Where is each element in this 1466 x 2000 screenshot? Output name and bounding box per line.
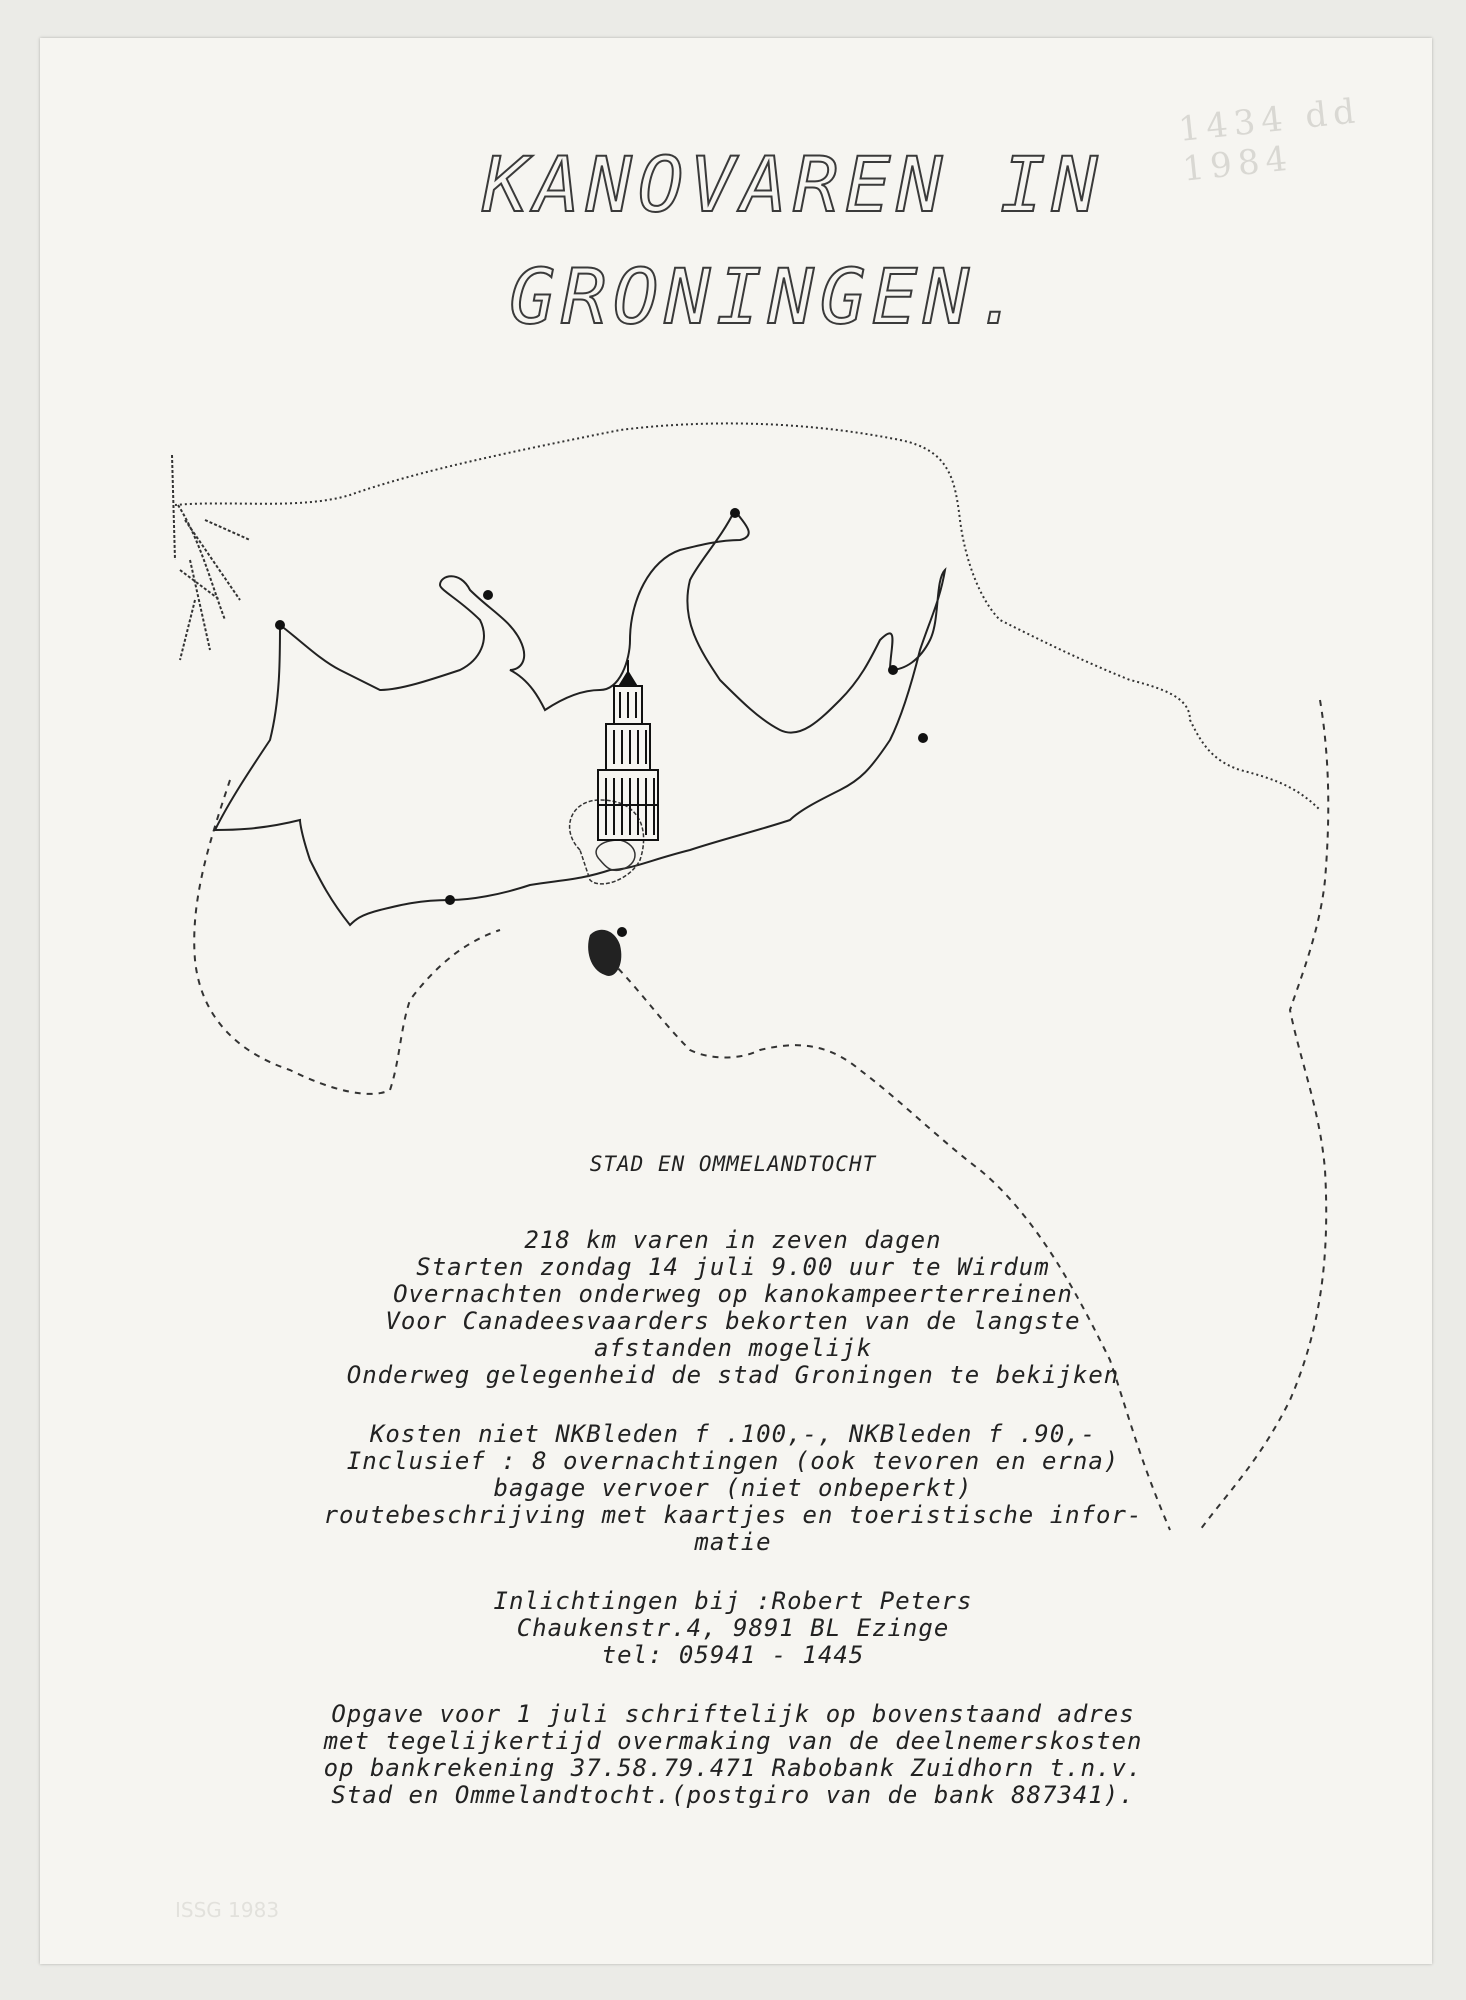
route-stop-marker-icon [445, 895, 455, 905]
trip-line: afstanden mogelijk [593, 1334, 873, 1362]
contact-line: Inlichtingen bij :Robert Peters [493, 1587, 973, 1615]
city-ring [596, 840, 635, 870]
contact-line: tel: 05941 - 1445 [601, 1641, 865, 1669]
trip-line: Voor Canadeesvaarders bekorten van de langste [385, 1307, 1081, 1335]
route-stop-marker-icon [918, 733, 928, 743]
route-stop-marker-icon [275, 620, 285, 630]
route-stop-marker-icon [483, 590, 493, 600]
subheading: STAD EN OMMELANDTOCHT [589, 1152, 877, 1176]
cost-line: Inclusief : 8 overnachtingen (ook tevoren en erna) [346, 1447, 1120, 1475]
cost-line: Kosten niet NKBleden f .100,-, NKBleden f .90,- [369, 1420, 1097, 1448]
trip-line: Overnachten onderweg op kanokampeerterreinen [393, 1280, 1073, 1308]
martini-tower-icon [598, 660, 658, 840]
trip-line: 218 km varen in zeven dagen [524, 1226, 942, 1254]
canoe-route [215, 510, 945, 925]
registration-line: Stad en Ommelandtocht.(postgiro van de bank 887341). [331, 1781, 1135, 1809]
route-stop-marker-icon [730, 508, 740, 518]
cost-line: matie [694, 1528, 772, 1556]
title-line-1: KANOVAREN IN [482, 140, 1104, 229]
registration-line: Opgave voor 1 juli schriftelijk op bovenstaand adres [331, 1700, 1135, 1728]
coastline [175, 423, 1320, 810]
registration-line: op bankrekening 37.58.79.471 Rabobank Zuidhorn t.n.v. [323, 1754, 1143, 1782]
pencil-annotation: 1434 dd 1984 [1176, 91, 1363, 190]
trip-line: Onderweg gelegenheid de stad Groningen te bekijken [346, 1361, 1120, 1389]
title-line-2: GRONINGEN. [509, 252, 1027, 341]
route-stop-marker-icon [617, 927, 627, 937]
province-border [194, 700, 1328, 1530]
trip-line: Starten zondag 14 juli 9.00 uur te Wirdum [416, 1253, 1050, 1281]
cost-line: bagage vervoer (niet onbeperkt) [493, 1474, 973, 1502]
cost-line: routebeschrijving met kaartjes en toeristische infor- [323, 1501, 1143, 1529]
registration-line: met tegelijkertijd overmaking van de deelnemerskosten [323, 1727, 1143, 1755]
west-fringe [172, 455, 250, 660]
archive-stamp: ISSG 1983 [175, 1898, 280, 1922]
contact-line: Chaukenstr.4, 9891 BL Ezinge [516, 1614, 950, 1642]
route-stop-marker-icon [888, 665, 898, 675]
lake [588, 930, 621, 976]
